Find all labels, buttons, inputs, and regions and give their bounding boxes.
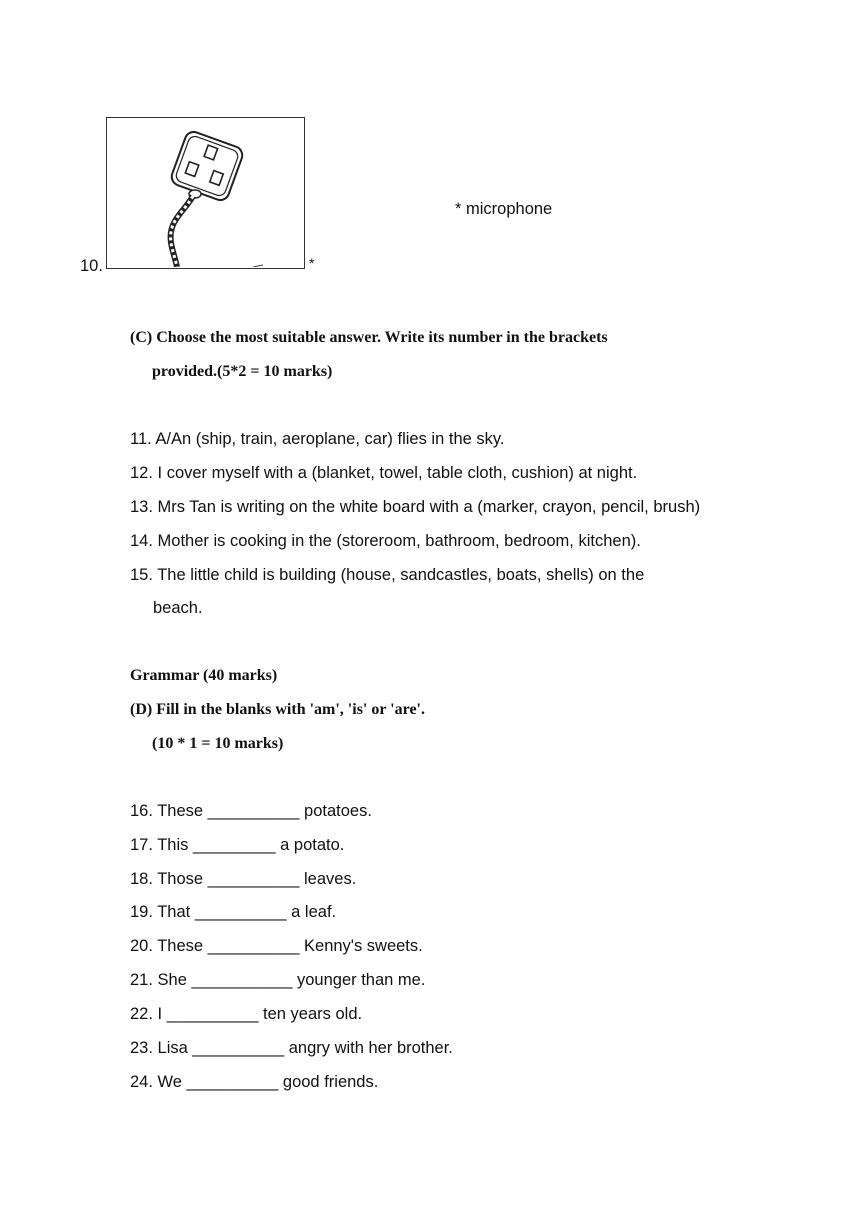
question-15: 15. The little child is building (house, sandcastles, boats, shells) on the bbox=[130, 566, 645, 584]
answer-marker: * bbox=[309, 255, 315, 271]
section-c-heading-marks: provided.(5*2 = 10 marks) bbox=[152, 363, 333, 380]
section-d-marks: (10 * 1 = 10 marks) bbox=[152, 735, 284, 752]
question-20: 20. These __________ Kenny's sweets. bbox=[130, 937, 423, 955]
question-12: 12. I cover myself with a (blanket, towel, table cloth, cushion) at night. bbox=[130, 464, 638, 482]
question-15-continued: beach. bbox=[153, 599, 203, 617]
section-d-heading: (D) Fill in the blanks with 'am', 'is' or 'are'. bbox=[130, 701, 425, 718]
section-c-heading: (C) Choose the most suitable answer. Write its number in the brackets bbox=[130, 329, 608, 346]
question-10-picture bbox=[106, 117, 305, 269]
question-21: 21. She ___________ younger than me. bbox=[130, 971, 426, 989]
question-number: 10. bbox=[80, 257, 103, 275]
grammar-title: Grammar (40 marks) bbox=[130, 667, 278, 684]
question-14: 14. Mother is cooking in the (storeroom, bathroom, bedroom, kitchen). bbox=[130, 532, 641, 550]
plug-socket-icon bbox=[107, 118, 303, 267]
question-18: 18. Those __________ leaves. bbox=[130, 870, 357, 888]
question-16: 16. These __________ potatoes. bbox=[130, 802, 372, 820]
question-17: 17. This _________ a potato. bbox=[130, 836, 345, 854]
question-22: 22. I __________ ten years old. bbox=[130, 1005, 363, 1023]
option-text: * microphone bbox=[455, 200, 553, 218]
question-23: 23. Lisa __________ angry with her brother. bbox=[130, 1039, 453, 1057]
question-24: 24. We __________ good friends. bbox=[130, 1073, 379, 1091]
question-11: 11. A/An (ship, train, aeroplane, car) flies in the sky. bbox=[130, 430, 505, 448]
question-19: 19. That __________ a leaf. bbox=[130, 903, 337, 921]
question-13: 13. Mrs Tan is writing on the white board with a (marker, crayon, pencil, brush) bbox=[130, 498, 701, 516]
